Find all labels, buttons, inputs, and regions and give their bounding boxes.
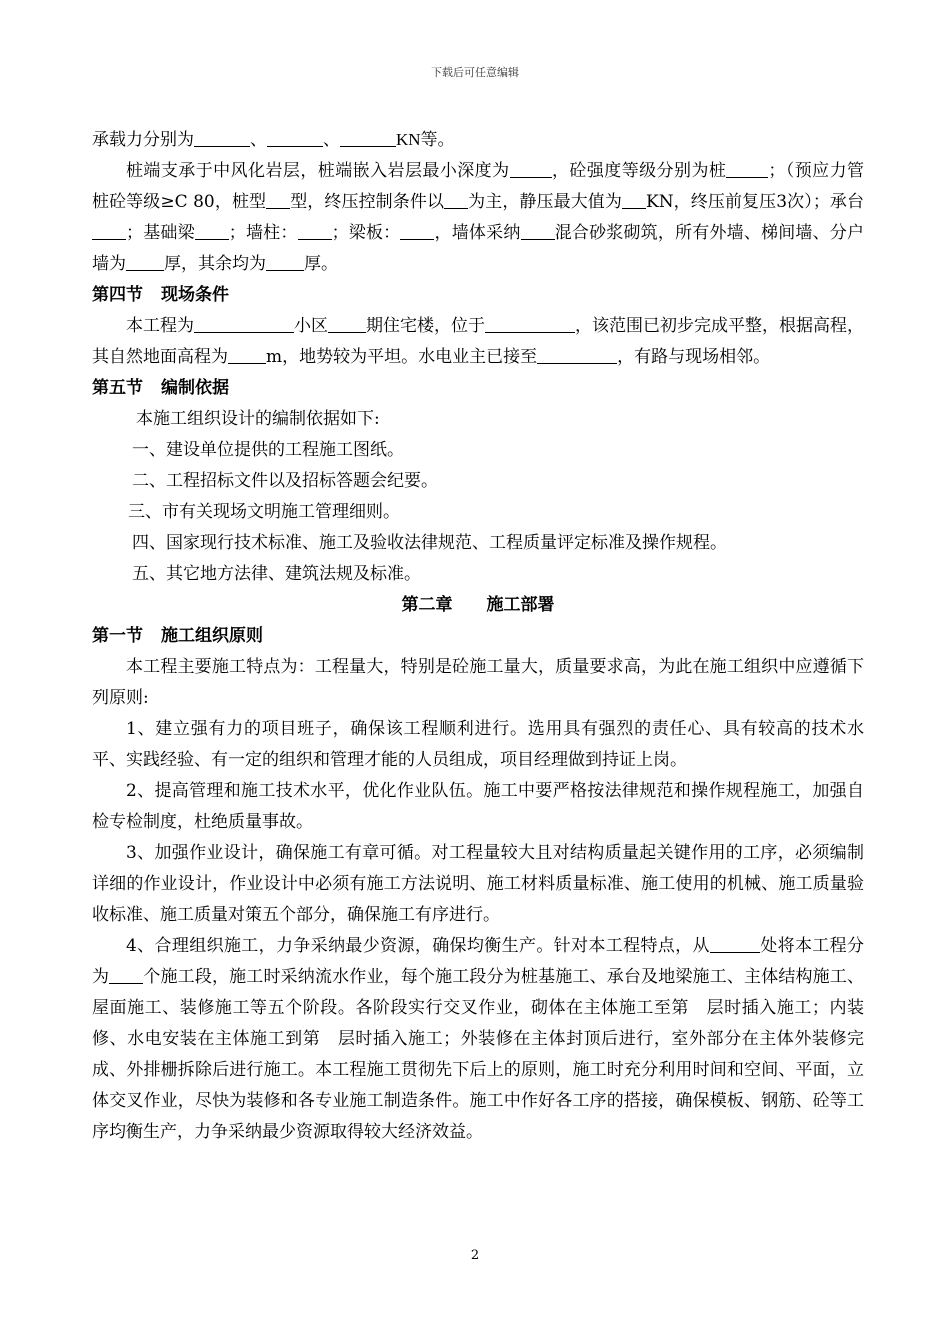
basis-item-4: 四、国家现行技术标准、施工及验收法律规范、工程质量评定标准及操作规程。 <box>132 533 727 553</box>
blank-field <box>340 128 396 147</box>
blank-field <box>328 314 366 333</box>
basis-item-5: 五、其它地方法律、建筑法规及标准。 <box>132 564 421 584</box>
principle-1: 1、建立强有力的项目班子，确保该工程顺利进行。选用具有强烈的责任心、具有较高的技术水平、实践经验、有一定的组织和管理才能的人员组成，项目经理做到持证上岗。 <box>92 719 864 770</box>
section-5-heading: 第五节 编制依据 <box>92 378 229 398</box>
blank-field <box>521 221 555 240</box>
chapter-2-heading: 第二章 施工部署 <box>401 595 555 615</box>
blank-field <box>298 221 332 240</box>
blank-field <box>267 128 323 147</box>
pile-spec-paragraph: 桩端支承于中风化岩层，桩端嵌入岩层最小深度为 ，砼强度等级分别为桩 ；（预应力管桩砼等级≥C 80，桩型 型，终压控制条件以 为主，静压最大值为 KN，终压前复压3次）；承台；基础梁 ；墙柱： ；梁板： ，墙体采纳 混合砂浆砌筑，所有外墙、梯间墙、分户墙为 厚，其余均为 厚。 <box>92 161 865 274</box>
load-capacity-line: 承载力分别为 、 、 KN等。 <box>92 130 455 150</box>
blank-field <box>109 965 143 984</box>
blank-field <box>726 159 768 178</box>
blank-field <box>266 252 304 271</box>
basis-intro: 本施工组织设计的编制依据如下: <box>136 409 380 429</box>
blank-field <box>485 314 575 333</box>
blank-field <box>622 190 646 209</box>
page-header-note: 下载后可任意编辑 <box>431 66 519 79</box>
blank-field <box>194 314 294 333</box>
principle-3: 3、加强作业设计，确保施工有章可循。对工程量较大且对结构质量起关键作用的工序，必须编制详细的作业设计，作业设计中必须有施工方法说明、施工材料质量标准、施工使用的机械、施工质量验收标准、施工质量对策五个部分，确保施工有序进行。 <box>92 843 864 925</box>
principle-4: 4、合理组织施工，力争采纳最少资源，确保均衡生产。针对本工程特点，从 处将本工程分为 个施工段，施工时采纳流水作业，每个施工段分为桩基施工、承台及地梁施工、主体结构施工、屋面施工、装修施工等五个阶段。各阶段实行交叉作业，砌体在主体施工至第 层时插入施工；内装修、水电安装在主体施工到第 层时插入施工；外装修在主体封顶后进行，室外部分在主体外装修完成、外排栅拆除后进行施工。本工程施工贯彻先下后上的原则，施工时充分利用时间和空间、平面，立体交叉作业，尽快为装修和各专业施工制造条件。施工中作好各工序的搭接，确保模板、钢筋、砼等工序均衡生产，力争采纳最少资源取得较大经济效益。 <box>92 936 865 1142</box>
blank-field <box>537 345 617 364</box>
basis-item-1: 一、建设单位提供的工程施工图纸。 <box>132 440 404 460</box>
basis-item-3: 三、市有关现场文明施工管理细则。 <box>128 502 400 522</box>
document-body <box>92 124 864 1148</box>
blank-field <box>444 190 468 209</box>
blank-field <box>92 221 126 240</box>
blank-field <box>126 252 164 271</box>
blank-field <box>228 345 266 364</box>
principles-intro: 本工程主要施工特点为：工程量大，特别是砼施工量大，质量要求高，为此在施工组织中应遵循下列原则: <box>92 657 864 708</box>
site-conditions-paragraph: 本工程为 小区 期住宅楼，位于 ，该范围已初步完成平整，根据高程，其自然地面高程为 m，地势较为平坦。水电业主已接至 ，有路与现场相邻。 <box>92 316 864 367</box>
blank-field <box>194 128 250 147</box>
blank-field <box>266 190 290 209</box>
blank-field <box>510 159 552 178</box>
section-1-heading: 第一节 施工组织原则 <box>92 626 263 646</box>
section-4-heading: 第四节 现场条件 <box>92 285 229 305</box>
blank-field <box>400 221 434 240</box>
principle-2: 2、提高管理和施工技术水平，优化作业队伍。施工中要严格按法律规范和操作规程施工，加强自检专检制度，杜绝质量事故。 <box>92 781 864 832</box>
blank-field <box>195 221 229 240</box>
blank-field <box>710 934 760 953</box>
basis-item-2: 二、工程招标文件以及招标答题会纪要。 <box>132 471 438 491</box>
page-number: 2 <box>470 1248 480 1263</box>
